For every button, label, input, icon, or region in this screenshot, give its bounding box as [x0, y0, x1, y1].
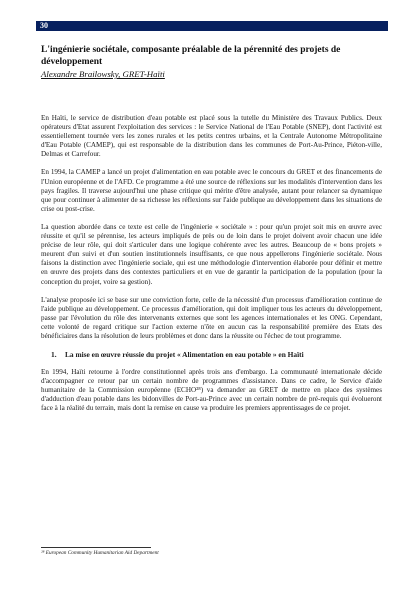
section-number: 1. — [51, 350, 57, 360]
section-heading — [51, 350, 382, 359]
article-body — [41, 114, 382, 423]
article-author: Alexandre Brailowsky, GRET-Haïti — [41, 69, 165, 79]
body-paragraph: En Haïti, le service de distribution d'eau potable est placé sous la tutelle du Ministère des Travaux Publics. Deux opérateurs d'Etat assurent l'exploitation des services : le Service National de l'Eau Potable (SNEP), dont l'activité est essentiellement tournée vers les zones rurales et les petits centres urbains, et la Centrale Autonome Métropolitaine d'Eau Potable (CAMEP), qui est responsable de la distribution dans les communes de Port-Au-Prince, Piéton-ville, Delmas et Carrefour. — [41, 114, 382, 159]
article-title: L'ingénierie sociétale, composante préalable de la pérennité des projets de développement — [41, 45, 341, 67]
section-title: La mise en œuvre réussie du projet « Alimentation en eau potable » en Haïti — [65, 350, 304, 360]
page-number: 30 — [40, 21, 48, 30]
body-paragraph: La question abordée dans ce texte est celle de l'ingénierie « sociétale » : pour qu'un projet soit mis en œuvre avec réussite et qu'il se pérennise, les acteurs impliqués de près ou de loin dans le projet doivent avoir chacun une idée précise de leur rôle, qui doit s'articuler dans une logique cohérente avec les autres. Beaucoup de « bons projets » meurent d'un suivi et d'un soutien institutionnels insuffisants, ce que nous appellerons l'ingénierie sociétale. Nous faisons la distinction avec l'ingénierie sociale, qui est une méthodologie d'intervention élaborée pour définir et mettre en œuvre des projets dans des contextes particuliers et en vue de garantir la participation de la population (pour la conception du projet, voire sa gestion). — [41, 222, 382, 286]
footnote-divider — [41, 547, 151, 548]
title-block — [41, 44, 384, 80]
body-paragraph: L'analyse proposée ici se base sur une conviction forte, celle de la nécessité d'un processus d'amélioration continue de l'aide publique au développement. Ce processus d'amélioration, qui doit impliquer tous les acteurs du développement, passe par l'évolution du rôle des intervenants externes que sont les agences internationales et les ONG. Cependant, cette volonté de regard critique sur l'action externe n'ôte en aucun cas la responsabilité première des Etats des bénéficiaires dans la résolution de leurs problèmes et donc dans la réussite ou l'échec de tout programme. — [41, 295, 382, 340]
body-paragraph: En 1994, la CAMEP a lancé un projet d'alimentation en eau potable avec le concours du GRET et des financements de l'Union européenne et de l'AFD. Ce programme a été une source de réflexions sur les modalités d'intervention dans les pays fragiles. Il traverse aujourd'hui une phase critique qui mérite d'être analysée, autant pour relancer sa dynamique que pour continuer à alimenter de sa richesse les réflexions sur l'aide publique au développement dans les situations de crise ou post-crise. — [41, 168, 382, 213]
footnote: ²⁸ European Community Humanitarian Aid Department — [41, 550, 159, 556]
page-header-bar — [36, 21, 388, 31]
section-paragraph: En 1994, Haïti retourne à l'ordre constitutionnel après trois ans d'embargo. La communauté internationale décide d'accompagner ce retour par un certain nombre de programmes d'assistance. Dans ce cadre, le Service d'aide humanitaire de la Commission européenne (ECHO²⁸) va demander au GRET de mettre en place des systèmes d'adduction d'eau potable dans les bidonvilles de Port-au-Prince avec un certain nombre de pré-requis qui évolueront face à la réalité du terrain, mais dont la remise en cause va produire les premiers apprentissages de ce projet. — [41, 368, 382, 413]
